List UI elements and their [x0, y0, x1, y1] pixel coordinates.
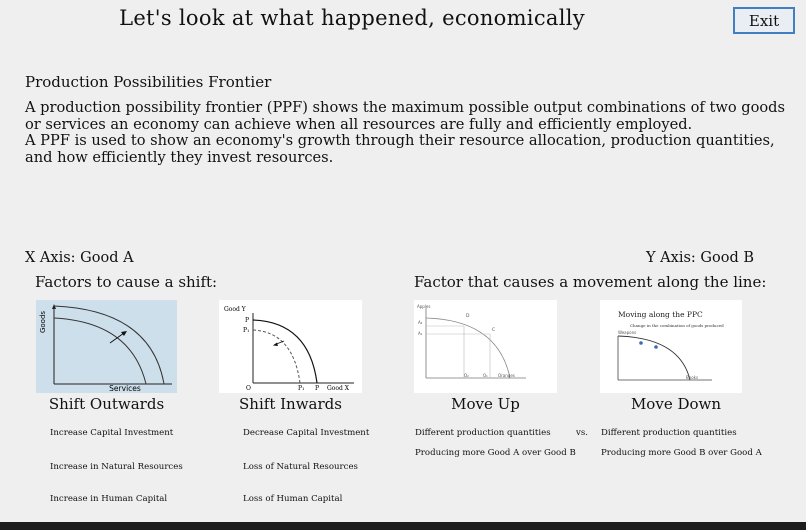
point-d-label: D — [466, 314, 470, 319]
shift-outwards-label: Shift Outwards — [48, 395, 165, 413]
exit-button[interactable]: Exit — [733, 7, 795, 34]
shift-out-item: Increase in Natural Resources — [50, 462, 183, 472]
move-down-diagram — [600, 300, 742, 393]
oranges-label: Oranges — [498, 373, 515, 378]
books-label: Books — [686, 375, 699, 380]
services-axis-label: Services — [109, 384, 141, 393]
x-p1-label: P₁ — [298, 385, 305, 392]
o1-label: O₁ — [483, 373, 488, 378]
good-x-label: Good X — [327, 385, 350, 392]
description-paragraph-2: A PPF is used to show an economy's growth through their resource allocation, production quantities, and how efficiently they invest resources. — [25, 132, 775, 166]
page-title: Let's look at what happened, economically — [119, 6, 585, 30]
move-down-item: Different production quantities — [601, 428, 737, 438]
shift-factors-heading: Factors to cause a shift: — [35, 273, 218, 291]
a2-label: A₂ — [418, 320, 423, 325]
shift-out-item: Increase Capital Investment — [50, 428, 174, 438]
ppc-point-b — [654, 345, 658, 349]
shift-outwards-diagram — [36, 300, 177, 393]
move-up-item: Different production quantities — [415, 428, 551, 438]
vs-label: vs. — [576, 428, 588, 438]
ppc-title: Moving along the PPC — [618, 310, 703, 319]
move-down-label: Move Down — [630, 395, 722, 413]
origin-label: O — [246, 385, 251, 392]
p1-label: P₁ — [243, 327, 250, 334]
ppf-description — [25, 100, 795, 166]
move-up-item: Producing more Good A over Good B — [415, 448, 576, 458]
apples-label: Apples — [417, 304, 431, 309]
shift-inwards-diagram — [219, 300, 362, 393]
ppc-point-a — [639, 341, 643, 345]
shift-in-item: Loss of Natural Resources — [243, 462, 358, 472]
shift-inwards-label: Shift Inwards — [239, 395, 342, 413]
description-paragraph-1: A production possibility frontier (PPF) shows the maximum possible output combinations of two goods or services an economy can achieve when all resources are fully and efficiently employed. — [25, 99, 786, 133]
x-axis-label: X Axis: Good A — [25, 250, 134, 266]
p-label: P — [245, 317, 250, 324]
move-down-item: Producing more Good B over Good A — [601, 448, 762, 458]
move-up-diagram — [414, 300, 557, 393]
shift-out-item: Increase in Human Capital — [50, 494, 168, 504]
point-c-label: C — [492, 328, 496, 333]
move-up-label: Move Up — [451, 395, 520, 413]
y-axis-label: Y Axis: Good B — [646, 250, 754, 266]
x-p-label: P — [315, 385, 320, 392]
ppc-subtitle: Change in the combination of goods produced — [630, 323, 724, 328]
good-y-label: Good Y — [224, 306, 246, 313]
shift-in-item: Decrease Capital Investment — [243, 428, 370, 438]
a1-label: A₁ — [418, 331, 423, 336]
taskbar-strip — [0, 522, 806, 530]
weapons-label: Weapons — [618, 330, 637, 335]
shift-in-item: Loss of Human Capital — [243, 494, 343, 504]
goods-axis-label: Goods — [39, 310, 47, 334]
o2-label: O₂ — [464, 373, 469, 378]
movement-factor-heading: Factor that causes a movement along the line: — [414, 273, 767, 291]
section-title: Production Possibilities Frontier — [25, 73, 272, 91]
